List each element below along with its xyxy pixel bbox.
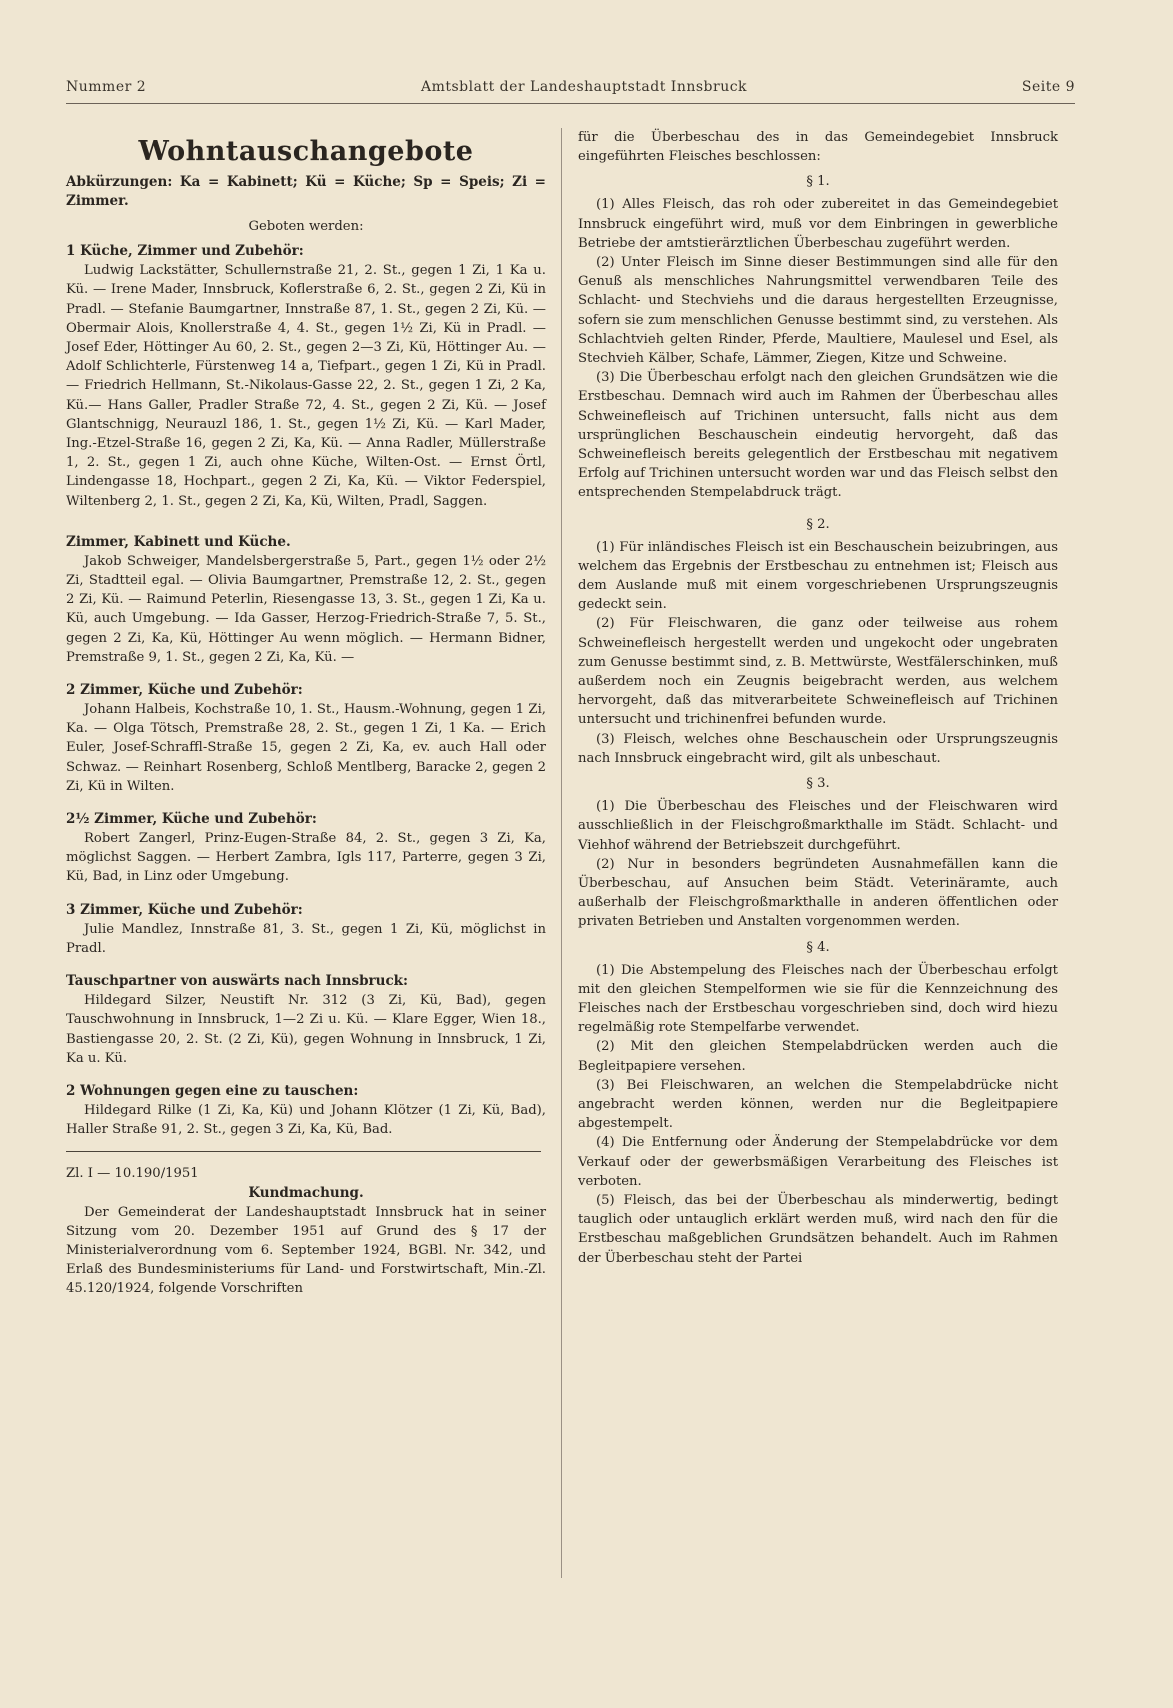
page-header (66, 79, 1075, 95)
clause: (3) Bei Fleischwaren, an welchen die Stempelabdrücke nicht angebracht werden können, werden nur die Begleitpapiere abgestempelt. (578, 1077, 1058, 1132)
listing-text: Johann Halbeis, Kochstraße 10, 1. St., Hausm.-Wohnung, gegen 1 Zi, Ka. — Olga Tötsch, Premstraße 28, 2. St., gegen 1 Zi, 1 Ka. — Erich Euler, Josef-Schraffl-Straße 15, gegen 2 Zi, Ka, ev. auch Hall oder Schwaz. — Reinhart Rosenberg, Schloß Mentlberg, Baracke 2, gegen 2 Zi, Kü in Wilten. (66, 702, 546, 794)
offered-heading: Geboten werden: (248, 219, 364, 234)
abbreviations: Abkürzungen: Ka = Kabinett; Kü = Küche; Sp = Speis; Zi = Zimmer. (66, 174, 546, 209)
listing-text: Robert Zangerl, Prinz-Eugen-Straße 84, 2. St., gegen 3 Zi, Ka, möglichst Saggen. — Herbert Zambra, Igls 117, Parterre, gegen 3 Zi, Kü, Bad, in Linz oder Umgebung. (66, 831, 546, 885)
header-rule (66, 103, 1075, 104)
publication-title: Amtsblatt der Landeshauptstadt Innsbruck (420, 79, 748, 95)
section-rule (66, 1151, 541, 1152)
clause: (1) Alles Fleisch, das roh oder zubereitet in das Gemeindegebiet Innsbruck eingeführt wird, muß vor dem Einbringen in gewerbliche Betriebe der amtstierärztlichen Überbeschau zugeführt werden. (578, 197, 1058, 251)
subsection-heading: 2½ Zimmer, Küche und Zubehör: (66, 811, 317, 828)
right-column (578, 128, 1058, 1268)
listing-text: Jakob Schweiger, Mandelsbergerstraße 5, Part., gegen 1½ oder 2½ Zi, Stadtteil egal. — Olivia Baumgartner, Premstraße 12, 2. St., gegen 2 Zi, Kü. — Raimund Peterlin, Riesengasse 13, 3. St., gegen 1 Zi, Ka u. Kü, auch Umgebung. — Ida Gasser, Herzog-Friedrich-Straße 7, 5. St., gegen 2 Zi, Ka, Kü, Höttinger Au wenn möglich. — Hermann Bidner, Premstraße 9, 1. St., gegen 2 Zi, Ka, Kü. — (66, 553, 546, 665)
reference-number: Zl. I — 10.190/1951 (66, 1166, 199, 1182)
subsection-heading: 1 Küche, Zimmer und Zubehör: (66, 243, 304, 260)
announcement-title: Kundmachung. (248, 1184, 364, 1201)
clause: (4) Die Entfernung oder Änderung der Stempelabdrücke vor dem Verkauf oder der gewerbsmäßigen Verarbeitung des Fleisches ist verboten. (578, 1135, 1058, 1189)
left-column (66, 128, 546, 1299)
clause: (2) Für Fleischwaren, die ganz oder teilweise aus rohem Schweinefleisch hergestellt werden und ungekocht oder ungebraten zum Genusse bestimmt sind, z. B. Mettwürste, Westfälerschinken, muß außerdem noch ein Zeugnis beigebracht werden, aus welchem hervorgeht, daß das mitverarbeitete Schweinefleisch auf Trichinen untersucht und trichinenfrei befunden wurde. (578, 616, 1058, 728)
page-number: Seite 9 (1021, 79, 1075, 95)
announcement-text: Der Gemeinderat der Landeshauptstadt Innsbruck hat in seiner Sitzung vom 20. Dezember 1951 auf Grund des § 17 der Ministerialverordnung vom 6. September 1924, BGBl. Nr. 342, und Erlaß des Bundesministeriums für Land- und Forstwirtschaft, Min.-Zl. 45.120/1924, folgende Vorschriften (66, 1204, 546, 1297)
paragraph-number: § 2. (806, 516, 830, 532)
clause: (1) Die Überbeschau des Fleisches und der Fleischwaren wird ausschließlich in der Fleischgroßmarkthalle im Städt. Schlacht- und Viehhof während der Betriebszeit durchgeführt. (578, 799, 1058, 853)
clause: (3) Die Überbeschau erfolgt nach den gleichen Grundsätzen wie die Erstbeschau. Demnach wird auch im Rahmen der Überbeschau alles Schweinefleisch auf Trichinen untersucht, falls nicht aus dem ursprünglichen Beschauschein eindeutig hervorgeht, daß das Schweinefleisch bereits gelegentlich der Erstbeschau mit negativem Erfolg auf Trichinen untersucht worden war und das Fleisch selbst den entsprechenden Stempelabdruck trägt. (578, 370, 1058, 501)
subsection-heading: Zimmer, Kabinett und Küche. (66, 533, 291, 550)
clause: (1) Für inländisches Fleisch ist ein Beschauschein beizubringen, aus welchem das Ergebnis der Erstbeschau zu entnehmen ist; Fleisch aus dem Auslande muß mit einem vorgeschriebenen Ursprungszeugnis gedeckt sein. (578, 539, 1058, 613)
listing-text: Hildegard Silzer, Neustift Nr. 312 (3 Zi, Kü, Bad), gegen Tauschwohnung in Innsbruck, 1—2 Zi u. Kü. — Klare Egger, Wien 18., Bastiengasse 20, 2. St. (2 Zi, Kü), gegen Wohnung in Innsbruck, 1 Zi, Ka u. Kü. (66, 993, 546, 1066)
subsection-heading: 3 Zimmer, Küche und Zubehör: (66, 901, 303, 918)
listing-text: Julie Mandlez, Innstraße 81, 3. St., gegen 1 Zi, Kü, möglichst in Pradl. (66, 921, 546, 956)
subsection-heading: 2 Zimmer, Küche und Zubehör: (66, 682, 303, 699)
listing-text: Hildegard Rilke (1 Zi, Ka, Kü) und Johann Klötzer (1 Zi, Kü, Bad), Haller Straße 91, 2. St., gegen 3 Zi, Ka, Kü, Bad. (66, 1102, 546, 1138)
clause: (5) Fleisch, das bei der Überbeschau als minderwertig, bedingt tauglich oder untauglich erklärt werden muß, wird nach den für die Erstbeschau maßgeblichen Grundsätzen behandelt. Auch im Rahmen der Überbeschau steht der Partei (578, 1192, 1058, 1266)
subsection-heading: 2 Wohnungen gegen eine zu tauschen: (66, 1082, 359, 1099)
paragraph-number: § 4. (806, 939, 830, 955)
clause: (1) Die Abstempelung des Fleisches nach der Überbeschau erfolgt mit den gleichen Stempelformen wie sie für die Kennzeichnung des Fleisches nach der Erstbeschau vorgeschrieben sind, doch wird hiezu regelmäßig rote Stempelfarbe verwendet. (578, 962, 1058, 1036)
paragraph-number: § 3. (806, 776, 830, 792)
paragraph-number: § 1. (806, 174, 830, 190)
clause: (2) Nur in besonders begründeten Ausnahmefällen kann die Überbeschau, auf Ansuchen beim Städt. Veterinäramte, auch außerhalb der Fleischgroßmarkthalle in anderen öffentlichen oder privaten Betrieben und Anstalten vorgenommen werden. (578, 856, 1058, 930)
clause: (2) Unter Fleisch im Sinne dieser Bestimmungen sind alle für den Genuß als menschliches Nahrungsmittel verwendbaren Teile des Schlacht- und Stechviehs und die daraus hergestellten Erzeugnisse, sofern sie zum menschlichen Genusse bestimmt sind, zu verstehen. Als Schlachtvieh gelten Rinder, Pferde, Maultiere, Maulesel und Esel, als Stechvieh Kälber, Schafe, Lämmer, Ziegen, Kitze und Schweine. (578, 255, 1058, 367)
subsection-heading: Tauschpartner von auswärts nach Innsbruck: (66, 973, 409, 990)
clause: (3) Fleisch, welches ohne Beschauschein oder Ursprungszeugnis nach Innsbruck eingebracht wird, gilt als unbeschaut. (578, 731, 1058, 766)
issue-number: Nummer 2 (66, 79, 147, 95)
intro-text: für die Überbeschau des in das Gemeindegebiet Innsbruck eingeführten Fleisches beschlossen: (578, 130, 1058, 165)
listing-text: Ludwig Lackstätter, Schullernstraße 21, 2. St., gegen 1 Zi, 1 Ka u. Kü. — Irene Mader, Innsbruck, Koflerstraße 6, 2. St., gegen 2 Zi, Kü in Pradl. — Stefanie Baumgartner, Innstraße 87, 1. St., gegen 2 Zi, Kü. — Obermair Alois, Knollerstraße 4, 4. St., gegen 1½ Zi, Kü in Pradl. — Josef Eder, Höttinger Au 60, 2. St., gegen 2—3 Zi, Kü, Höttinger Au. — Adolf Schlichterle, Fürstenweg 14 a, Tiefpart., gegen 1 Zi, Kü in Pradl. — Friedrich Hellmann, St.-Nikolaus-Gasse 22, 2. St., gegen 1 Zi, 2 Ka, Kü.— Hans Galler, Pradler Straße 72, 4. St., gegen 2 Zi, Kü. — Josef Glantschnigg, Neurauzl 186, 1. St., gegen 1½ Zi, Kü. — Karl Mader, Ing.-Etzel-Straße 16, gegen 2 Zi, Ka, Kü. — Anna Radler, Müllerstraße 1, 2. St., gegen 1 Zi, auch ohne Küche, Wilten-Ost. — Ernst Örtl, Lindengasse 18, Hochpart., gegen 2 Zi, Ka, Kü. — Viktor Federspiel, Wiltenberg 2, 1. St., gegen 2 Zi, Ka, Kü, Wilten, Pradl, Saggen. (66, 263, 546, 509)
section-title: Wohntauschangebote (138, 136, 474, 167)
clause: (2) Mit den gleichen Stempelabdrücken werden auch die Begleitpapiere versehen. (578, 1039, 1058, 1074)
column-divider (561, 128, 562, 1578)
